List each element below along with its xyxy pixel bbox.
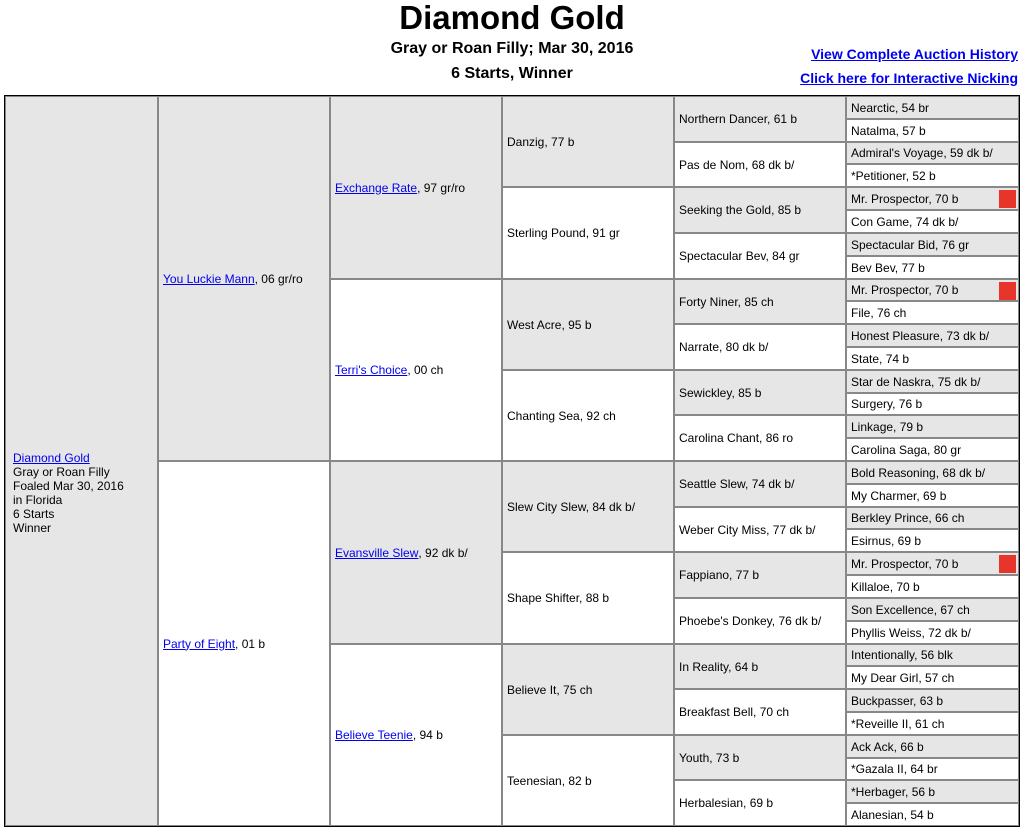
horse-link[interactable]: Believe Teenie: [335, 728, 413, 742]
horse-name: Star de Naskra, 75 dk b/: [851, 374, 981, 389]
pedigree-gen5-sire: [846, 142, 1019, 164]
pedigree-gen4-dam: [674, 598, 846, 644]
horse-name: Danzig, 77 b: [507, 134, 575, 149]
pedigree-gen4-dam: [674, 142, 846, 187]
pedigree-gen5-sire: [846, 233, 1019, 256]
horse-name: Pas de Nom, 68 dk b/: [679, 157, 795, 172]
horse-name: Youth, 73 b: [679, 750, 740, 765]
highlight-marker: [999, 282, 1016, 300]
horse-name: Herbalesian, 69 b: [679, 796, 774, 810]
horse-link[interactable]: Exchange Rate: [335, 180, 418, 195]
horse-name: Northern Dancer, 61 b: [679, 112, 798, 126]
horse-name: Berkley Prince, 66 ch: [851, 511, 965, 525]
pedigree-gen2-sire: [330, 461, 502, 644]
horse-name: Ack Ack, 66 b: [851, 739, 924, 754]
pedigree-gen5-dam: [846, 484, 1019, 507]
pedigree-gen5-sire: [846, 507, 1019, 529]
pedigree-gen4-sire: [674, 552, 846, 598]
pedigree-gen5-dam: [846, 119, 1019, 142]
horse-name: Narrate, 80 dk b/: [679, 340, 769, 354]
pedigree-gen5-sire: [846, 644, 1019, 666]
horse-name: Buckpasser, 63 b: [851, 693, 944, 708]
horse-link[interactable]: Terri's Choice: [335, 363, 408, 377]
horse-name: Slew City Slew, 84 dk b/: [507, 499, 636, 514]
pedigree-gen4-sire: [674, 644, 846, 689]
auction-history-link[interactable]: View Complete Auction History: [811, 46, 1018, 62]
pedigree-gen5-sire: [846, 598, 1019, 621]
pedigree-gen5-dam: [846, 438, 1019, 461]
highlight-marker: [999, 190, 1016, 208]
pedigree-gen4-sire: [674, 370, 846, 415]
horse-name: Chanting Sea, 92 ch: [507, 408, 616, 423]
pedigree-gen2-dam: [330, 644, 502, 826]
pedigree-gen4-sire: [674, 461, 846, 507]
pedigree-gen5-sire: [846, 187, 1019, 210]
pedigree-gen5-sire: [846, 735, 1019, 758]
pedigree-gen3-sire: [502, 644, 674, 735]
horse-name: Carolina Chant, 86 ro: [679, 431, 794, 445]
horse-name: Phyllis Weiss, 72 dk b/: [851, 625, 971, 640]
horse-name: My Dear Girl, 57 ch: [851, 670, 955, 685]
pedigree-gen5-dam: [846, 621, 1019, 644]
pedigree-gen3-dam: [502, 552, 674, 644]
pedigree-gen5-sire: [846, 552, 1019, 575]
pedigree-gen5-sire: [846, 689, 1019, 712]
pedigree-gen5-dam: [846, 666, 1019, 689]
pedigree-gen5-sire: [846, 279, 1019, 301]
pedigree-gen2-dam: [330, 279, 502, 461]
pedigree-gen5-dam: [846, 164, 1019, 187]
horse-name: Breakfast Bell, 70 ch: [679, 705, 790, 719]
horse-name: Weber City Miss, 77 dk b/: [679, 522, 816, 537]
pedigree-gen3-sire: [502, 279, 674, 370]
pedigree-gen5-dam: [846, 803, 1019, 826]
pedigree-gen5-dam: [846, 210, 1019, 233]
pedigree-gen5-dam: [846, 712, 1019, 735]
pedigree-gen4-dam: [674, 233, 846, 279]
horse-name: Con Game, 74 dk b/: [851, 214, 959, 229]
horse-name: *Reveille II, 61 ch: [851, 716, 945, 731]
pedigree-gen5-sire: [846, 415, 1019, 438]
pedigree-gen5-dam: [846, 301, 1019, 324]
pedigree-gen3-sire: [502, 461, 674, 552]
pedigree-gen4-dam: [674, 780, 846, 826]
subject-line4: 6 Starts: [13, 507, 55, 521]
horse-name: *Petitioner, 52 b: [851, 168, 936, 183]
horse-name: Sewickley, 85 b: [679, 385, 762, 400]
subject-cell: [5, 96, 158, 826]
pedigree-gen1-sire: [158, 96, 330, 461]
pedigree-gen4-dam: [674, 507, 846, 552]
pedigree-gen3-dam: [502, 187, 674, 279]
horse-info: , 01 b: [235, 636, 266, 651]
horse-name: Surgery, 76 b: [851, 397, 923, 411]
pedigree-gen4-sire: [674, 279, 846, 324]
horse-name: Sterling Pound, 91 gr: [507, 226, 620, 240]
horse-link[interactable]: Party of Eight: [163, 636, 236, 651]
subject-line5: Winner: [13, 521, 52, 535]
horse-name: Mr. Prospector, 70 b: [851, 556, 959, 571]
horse-name: Spectacular Bid, 76 gr: [851, 237, 970, 252]
pedigree-gen5-sire: [846, 780, 1019, 803]
horse-name: Intentionally, 56 blk: [851, 648, 953, 662]
horse-name: Fappiano, 77 b: [679, 568, 760, 582]
pedigree-gen5-dam: [846, 256, 1019, 279]
horse-name: *Gazala II, 64 br: [851, 762, 938, 776]
pedigree-gen3-dam: [502, 370, 674, 461]
horse-name: Carolina Saga, 80 gr: [851, 442, 962, 457]
pedigree-gen4-sire: [674, 735, 846, 780]
page-subtitle-description: Gray or Roan Filly; Mar 30, 2016: [390, 40, 634, 57]
horse-name: Spectacular Bev, 84 gr: [679, 249, 800, 263]
horse-name: State, 74 b: [851, 351, 910, 366]
horse-name: Esirnus, 69 b: [851, 533, 922, 548]
horse-name: Bold Reasoning, 68 dk b/: [851, 465, 986, 480]
pedigree-gen3-sire: [502, 96, 674, 187]
pedigree-gen5-dam: [846, 393, 1019, 415]
horse-name: Admiral's Voyage, 59 dk b/: [851, 146, 993, 160]
horse-name: File, 76 ch: [851, 305, 907, 320]
horse-name: Honest Pleasure, 73 dk b/: [851, 328, 990, 343]
horse-name: Believe It, 75 ch: [507, 682, 593, 697]
pedigree-gen5-sire: [846, 461, 1019, 484]
pedigree-gen5-dam: [846, 347, 1019, 370]
pedigree-gen4-dam: [674, 324, 846, 370]
horse-name: Killaloe, 70 b: [851, 579, 920, 594]
horse-name: Teenesian, 82 b: [507, 773, 592, 788]
pedigree-gen3-dam: [502, 735, 674, 826]
horse-info: , 00 ch: [407, 363, 444, 377]
pedigree-gen5-dam: [846, 529, 1019, 552]
horse-name: Seattle Slew, 74 dk b/: [679, 477, 795, 491]
horse-name: In Reality, 64 b: [679, 659, 759, 674]
horse-name: *Herbager, 56 b: [851, 784, 936, 799]
horse-info: , 94 b: [412, 728, 443, 742]
pedigree-gen4-sire: [674, 187, 846, 233]
subject-line1: Gray or Roan Filly: [13, 465, 110, 479]
horse-link[interactable]: Evansville Slew: [335, 545, 419, 560]
horse-name: Forty Niner, 85 ch: [679, 294, 774, 309]
horse-name: Phoebe's Donkey, 76 dk b/: [679, 614, 822, 628]
horse-info: , 06 gr/ro: [254, 271, 303, 286]
horse-link[interactable]: You Luckie Mann: [163, 271, 255, 286]
horse-name: Linkage, 79 b: [851, 419, 924, 434]
horse-name: Bev Bev, 77 b: [851, 260, 925, 275]
horse-name: Alanesian, 54 b: [851, 807, 934, 822]
pedigree-gen5-sire: [846, 324, 1019, 347]
horse-name: West Acre, 95 b: [507, 317, 592, 332]
horse-name: Shape Shifter, 88 b: [507, 591, 610, 605]
pedigree-gen5-sire: [846, 96, 1019, 119]
horse-info: , 97 gr/ro: [417, 180, 466, 195]
horse-name: Mr. Prospector, 70 b: [851, 283, 959, 297]
horse-name: Natalma, 57 b: [851, 123, 926, 138]
horse-name: Mr. Prospector, 70 b: [851, 191, 959, 206]
page-subtitle-record: 6 Starts, Winner: [451, 65, 573, 82]
pedigree-gen5-dam: [846, 575, 1019, 598]
pedigree-gen1-dam: [158, 461, 330, 826]
horse-name: Nearctic, 54 br: [851, 100, 930, 115]
subject-line3: in Florida: [13, 493, 63, 507]
horse-name: Son Excellence, 67 ch: [851, 602, 970, 617]
subject-line2: Foaled Mar 30, 2016: [13, 479, 124, 493]
pedigree-gen4-dam: [674, 689, 846, 735]
pedigree-gen2-sire: [330, 96, 502, 279]
pedigree-gen5-dam: [846, 758, 1019, 780]
page-title: Diamond Gold: [399, 0, 625, 36]
pedigree-gen4-dam: [674, 415, 846, 461]
pedigree-chart: [4, 95, 1020, 827]
horse-name: My Charmer, 69 b: [851, 488, 947, 503]
horse-info: , 92 dk b/: [418, 545, 468, 560]
interactive-nicking-link[interactable]: Click here for Interactive Nicking: [800, 70, 1018, 86]
highlight-marker: [999, 555, 1016, 573]
horse-name: Seeking the Gold, 85 b: [679, 203, 802, 217]
subject-name-link[interactable]: Diamond Gold: [13, 451, 90, 465]
pedigree-gen4-sire: [674, 96, 846, 142]
pedigree-gen5-sire: [846, 370, 1019, 393]
